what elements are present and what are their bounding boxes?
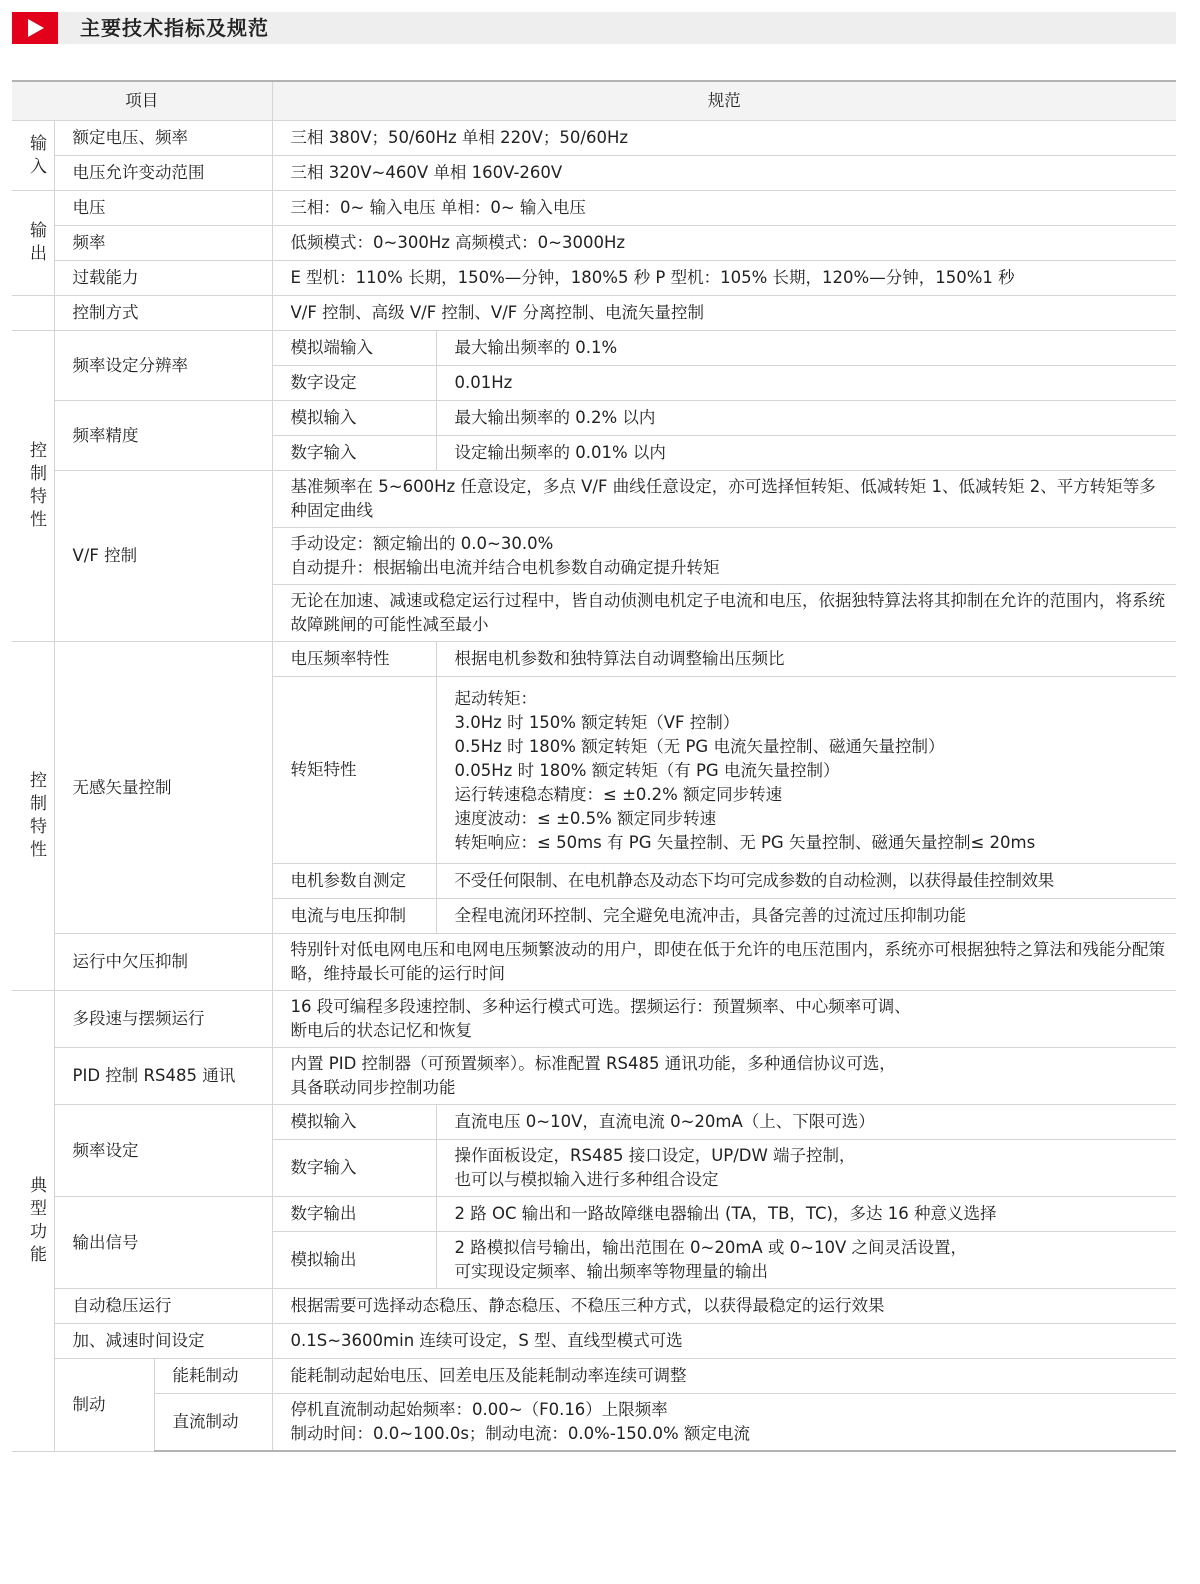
play-icon	[12, 12, 58, 44]
row-value: 根据需要可选择动态稳压、静态稳压、不稳压三种方式，以获得最稳定的运行效果	[272, 1289, 1176, 1324]
row-value: 三相 380V；50/60Hz 单相 220V；50/60Hz	[272, 121, 1176, 156]
row-value: 操作面板设定，RS485 接口设定，UP/DW 端子控制， 也可以与模拟输入进行多种组合设定	[436, 1140, 1176, 1197]
row-value: V/F 控制、高级 V/F 控制、V/F 分离控制、电流矢量控制	[272, 296, 1176, 331]
sub-label: 数字设定	[272, 366, 436, 401]
sub-label: 数字输出	[272, 1197, 436, 1232]
table-row	[12, 1105, 1176, 1140]
row-value: 三相：0~ 输入电压 单相：0~ 输入电压	[272, 191, 1176, 226]
row-label: 加、减速时间设定	[54, 1324, 272, 1359]
section-title: 主要技术指标及规范	[80, 16, 269, 40]
row-value: 特别针对低电网电压和电网电压频繁波动的用户，即使在低于允许的电压范围内，系统亦可根据独特之算法和残能分配策略，维持最长可能的运行时间	[272, 934, 1176, 991]
table-row	[12, 642, 1176, 677]
sub-label: 模拟输出	[272, 1232, 436, 1289]
table-header-row	[12, 81, 1176, 121]
row-label: 频率设定	[54, 1105, 272, 1197]
row-label: PID 控制 RS485 通讯	[54, 1048, 272, 1105]
sub-label: 模拟输入	[272, 1105, 436, 1140]
table-row	[12, 1289, 1176, 1324]
row-value: 0.1S~3600min 连续可设定，S 型、直线型模式可选	[272, 1324, 1176, 1359]
row-label: 过载能力	[54, 261, 272, 296]
group-label-output: 输 出	[12, 191, 54, 296]
row-label: 频率	[54, 226, 272, 261]
row-label: 额定电压、频率	[54, 121, 272, 156]
row-value: 无论在加速、减速或稳定运行过程中，皆自动侦测电机定子电流和电压，依据独特算法将其抑制在允许的范围内，将系统故障跳闸的可能性减至最小	[272, 585, 1176, 642]
table-row	[12, 991, 1176, 1048]
row-value: 根据电机参数和独特算法自动调整输出压频比	[436, 642, 1176, 677]
sub-label: 电流与电压抑制	[272, 899, 436, 934]
table-row	[12, 226, 1176, 261]
group-label-empty	[12, 296, 54, 331]
row-label: 电压允许变动范围	[54, 156, 272, 191]
row-value: 内置 PID 控制器（可预置频率）。标准配置 RS485 通讯功能，多种通信协议可选， 具备联动同步控制功能	[272, 1048, 1176, 1105]
row-label: V/F 控制	[54, 471, 272, 642]
table-row	[12, 1324, 1176, 1359]
sub-label: 直流制动	[154, 1394, 272, 1452]
row-value: 直流电压 0~10V，直流电流 0~20mA（上、下限可选）	[436, 1105, 1176, 1140]
row-label: 无感矢量控制	[54, 642, 272, 934]
table-row	[12, 401, 1176, 436]
table-row	[12, 934, 1176, 991]
table-row	[12, 331, 1176, 366]
sub-label: 转矩特性	[272, 677, 436, 864]
table-row	[12, 296, 1176, 331]
sub-label: 数字输入	[272, 1140, 436, 1197]
row-value: 2 路模拟信号输出，输出范围在 0~20mA 或 0~10V 之间灵活设置， 可实现设定频率、输出频率等物理量的输出	[436, 1232, 1176, 1289]
group-label-typical: 典 型 功 能	[12, 991, 54, 1452]
sub-label: 电压频率特性	[272, 642, 436, 677]
row-label: 制动	[54, 1359, 154, 1452]
row-label: 频率精度	[54, 401, 272, 471]
table-row	[12, 191, 1176, 226]
group-label-control-2: 控 制 特 性	[12, 642, 54, 991]
table-row	[12, 261, 1176, 296]
table-row	[12, 471, 1176, 528]
row-value: 基准频率在 5~600Hz 任意设定，多点 V/F 曲线任意设定，亦可选择恒转矩、低减转矩 1、低减转矩 2、平方转矩等多种固定曲线	[272, 471, 1176, 528]
group-label-input: 输 入	[12, 121, 54, 191]
row-label: 输出信号	[54, 1197, 272, 1289]
row-value: 0.01Hz	[436, 366, 1176, 401]
group-label-control-1: 控 制 特 性	[12, 331, 54, 642]
sub-label: 模拟端输入	[272, 331, 436, 366]
row-value: 起动转矩： 3.0Hz 时 150% 额定转矩（VF 控制） 0.5Hz 时 180% 额定转矩（无 PG 电流矢量控制、磁通矢量控制） 0.05Hz 时 180% 额定转矩（有 PG 电流矢量控制） 运行转速稳态精度：≤ ±0.2% 额定同步转速 速度波动：≤ ±0.5% 额定同步转速 转矩响应：≤ 50ms 有 PG 矢量控制、无 PG 矢量控制、磁通矢量控制≤ 20ms	[436, 677, 1176, 864]
row-value: 2 路 OC 输出和一路故障继电器输出 (TA，TB，TC)，多达 16 种意义选择	[436, 1197, 1176, 1232]
table-row	[12, 121, 1176, 156]
row-value: 三相 320V~460V 单相 160V-260V	[272, 156, 1176, 191]
sub-label: 电机参数自测定	[272, 864, 436, 899]
row-label: 电压	[54, 191, 272, 226]
row-label: 频率设定分辨率	[54, 331, 272, 401]
table-row	[12, 1197, 1176, 1232]
row-value: 手动设定：额定输出的 0.0~30.0% 自动提升：根据输出电流并结合电机参数自动确定提升转矩	[272, 528, 1176, 585]
row-value: 能耗制动起始电压、回差电压及能耗制动率连续可调整	[272, 1359, 1176, 1394]
table-row	[12, 1048, 1176, 1105]
table-row	[12, 1359, 1176, 1394]
row-label: 运行中欠压抑制	[54, 934, 272, 991]
row-value: 低频模式：0~300Hz 高频模式：0~3000Hz	[272, 226, 1176, 261]
row-label: 多段速与摆频运行	[54, 991, 272, 1048]
row-value: E 型机：110% 长期，150%—分钟，180%5 秒 P 型机：105% 长期，120%—分钟，150%1 秒	[272, 261, 1176, 296]
sub-label: 模拟输入	[272, 401, 436, 436]
sub-label: 能耗制动	[154, 1359, 272, 1394]
table-row	[12, 156, 1176, 191]
row-value: 设定输出频率的 0.01% 以内	[436, 436, 1176, 471]
row-value: 全程电流闭环控制、完全避免电流冲击，具备完善的过流过压抑制功能	[436, 899, 1176, 934]
row-value: 16 段可编程多段速控制、多种运行模式可选。摆频运行：预置频率、中心频率可调、 断电后的状态记忆和恢复	[272, 991, 1176, 1048]
table-row	[12, 1394, 1176, 1452]
row-value: 停机直流制动起始频率：0.00~（F0.16）上限频率 制动时间：0.0~100.0s；制动电流：0.0%-150.0% 额定电流	[272, 1394, 1176, 1452]
sub-label: 数字输入	[272, 436, 436, 471]
row-label: 自动稳压运行	[54, 1289, 272, 1324]
col-header-spec: 规范	[272, 81, 1176, 121]
row-value: 最大输出频率的 0.1%	[436, 331, 1176, 366]
row-value: 最大输出频率的 0.2% 以内	[436, 401, 1176, 436]
row-value: 不受任何限制、在电机静态及动态下均可完成参数的自动检测，以获得最佳控制效果	[436, 864, 1176, 899]
row-label: 控制方式	[54, 296, 272, 331]
col-header-item: 项目	[12, 81, 272, 121]
spec-table	[12, 80, 1176, 1452]
